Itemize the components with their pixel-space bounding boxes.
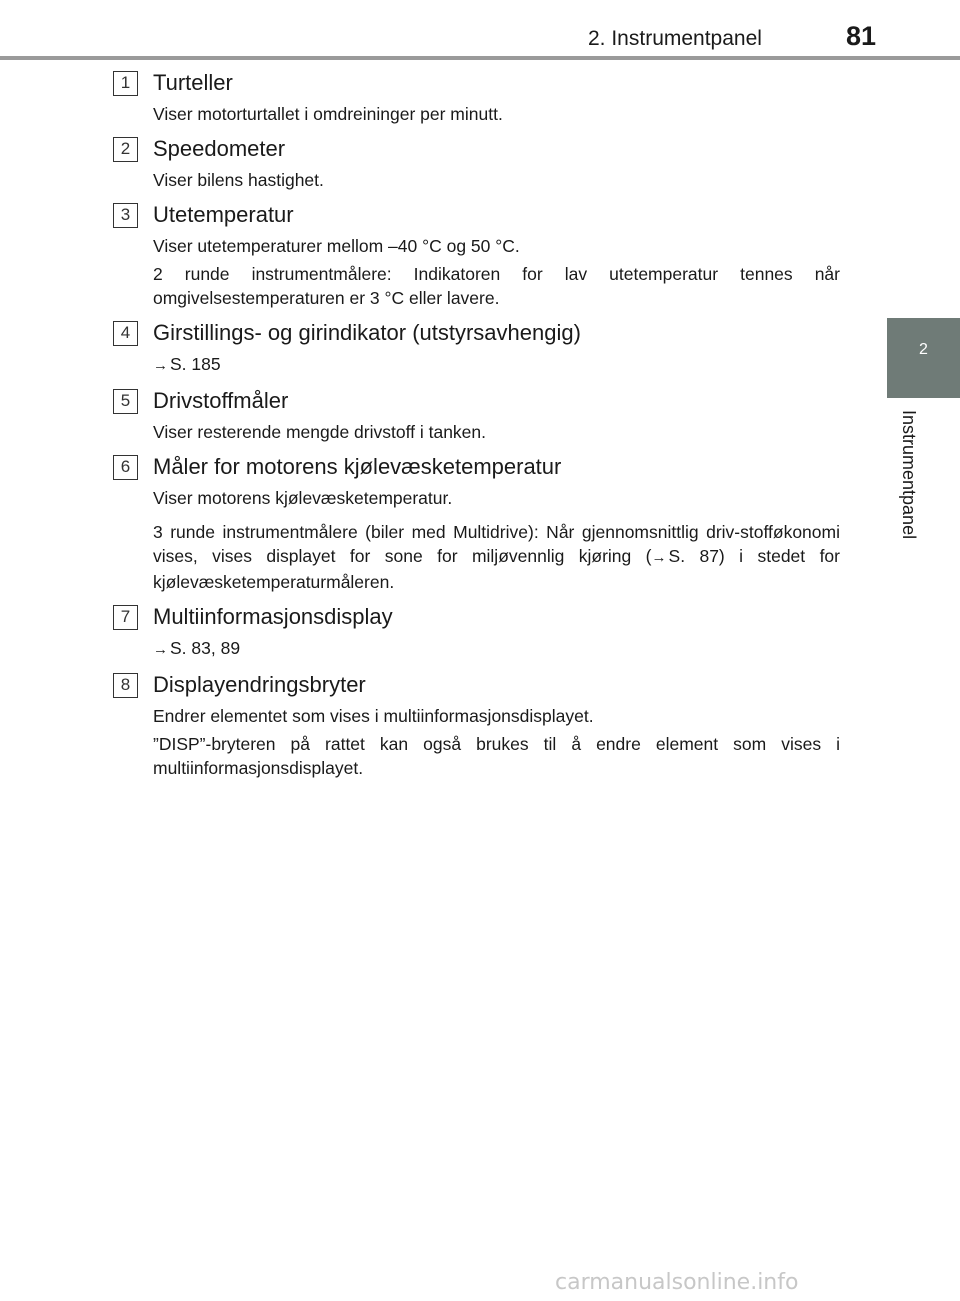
list-item xyxy=(113,670,840,780)
chapter-tab-label: Instrumentpanel xyxy=(899,410,919,540)
item-body xyxy=(153,636,840,662)
arrow-right-icon: → xyxy=(651,549,667,566)
item-note xyxy=(153,520,840,594)
item-description: Viser bilens hastighet. xyxy=(153,170,324,190)
page-number: 81 xyxy=(846,21,877,51)
watermark: carmanualsonline.info xyxy=(555,1270,799,1295)
item-note-text: i stedet for kjølevæsketemperaturmåleren. xyxy=(153,546,840,592)
item-number-badge: 2 xyxy=(113,137,138,162)
item-title: Multiinformasjonsdisplay xyxy=(153,604,393,629)
item-description: Endrer elementet som vises i multiinformasjonsdisplayet. xyxy=(153,706,594,726)
item-heading xyxy=(113,318,840,348)
item-body xyxy=(153,168,840,192)
item-heading xyxy=(113,452,840,482)
item-description: Viser motorens kjølevæsketemperatur. xyxy=(153,488,453,508)
item-description: Viser utetemperaturer mellom –40 °C og 50 °C. xyxy=(153,236,520,256)
chapter-tab-number: 2 xyxy=(919,341,928,358)
item-description: Viser resterende mengde drivstoff i tanken. xyxy=(153,422,487,442)
item-title: Speedometer xyxy=(153,136,286,161)
item-body xyxy=(153,234,840,310)
item-heading xyxy=(113,670,840,700)
item-body xyxy=(153,352,840,378)
item-title: Displayendringsbryter xyxy=(153,672,366,697)
page-reference[interactable] xyxy=(153,352,840,378)
arrow-right-icon: → xyxy=(153,357,168,374)
item-heading xyxy=(113,134,840,164)
item-description: Viser motorturtallet i omdreininger per minutt. xyxy=(153,104,503,124)
arrow-right-icon: → xyxy=(153,641,168,658)
item-body xyxy=(153,420,840,444)
header-divider xyxy=(0,56,960,60)
item-list xyxy=(113,68,840,788)
list-item xyxy=(113,452,840,594)
item-number-badge: 4 xyxy=(113,321,138,346)
item-body xyxy=(153,486,840,594)
page-reference-text: S. 185 xyxy=(170,354,221,374)
item-heading xyxy=(113,386,840,416)
item-title: Turteller xyxy=(153,70,233,95)
item-note: ”DISP”-bryteren på rattet kan også brukes til å endre element som vises i multiinformasjonsdisplayet. xyxy=(153,734,840,778)
item-number-badge: 8 xyxy=(113,673,138,698)
item-number-badge: 7 xyxy=(113,605,138,630)
item-title: Girstillings- og girindikator (utstyrsavhengig) xyxy=(153,320,581,345)
chapter-title: 2. Instrumentpanel xyxy=(588,27,762,50)
item-body xyxy=(153,704,840,780)
item-note-text: 3 runde instrumentmålere (biler med Multidrive): Når gjennomsnittlig driv-stofføkonomi vises, vises displayet for sone for miljøvennlig kjøring ( xyxy=(153,522,840,566)
list-item xyxy=(113,200,840,310)
item-title: Måler for motorens kjølevæsketemperatur xyxy=(153,454,562,479)
item-heading xyxy=(113,200,840,230)
list-item xyxy=(113,602,840,662)
list-item xyxy=(113,386,840,444)
item-body xyxy=(153,102,840,126)
list-item xyxy=(113,318,840,378)
item-note: 2 runde instrumentmålere: Indikatoren for lav utetemperatur tennes når omgivelsestemperaturen er 3 °C eller lavere. xyxy=(153,264,840,308)
page-reference-text: S. 87) xyxy=(668,546,725,566)
item-title: Drivstoffmåler xyxy=(153,388,289,413)
list-item xyxy=(113,134,840,192)
item-number-badge: 5 xyxy=(113,389,138,414)
item-number-badge: 6 xyxy=(113,455,138,480)
item-number-badge: 3 xyxy=(113,203,138,228)
page-reference[interactable] xyxy=(652,546,725,566)
page-reference-text: S. 83, 89 xyxy=(170,638,241,658)
list-item xyxy=(113,68,840,126)
item-heading xyxy=(113,68,840,98)
item-heading xyxy=(113,602,840,632)
item-number-badge: 1 xyxy=(113,71,138,96)
page-reference[interactable] xyxy=(153,636,840,662)
item-title: Utetemperatur xyxy=(153,202,294,227)
